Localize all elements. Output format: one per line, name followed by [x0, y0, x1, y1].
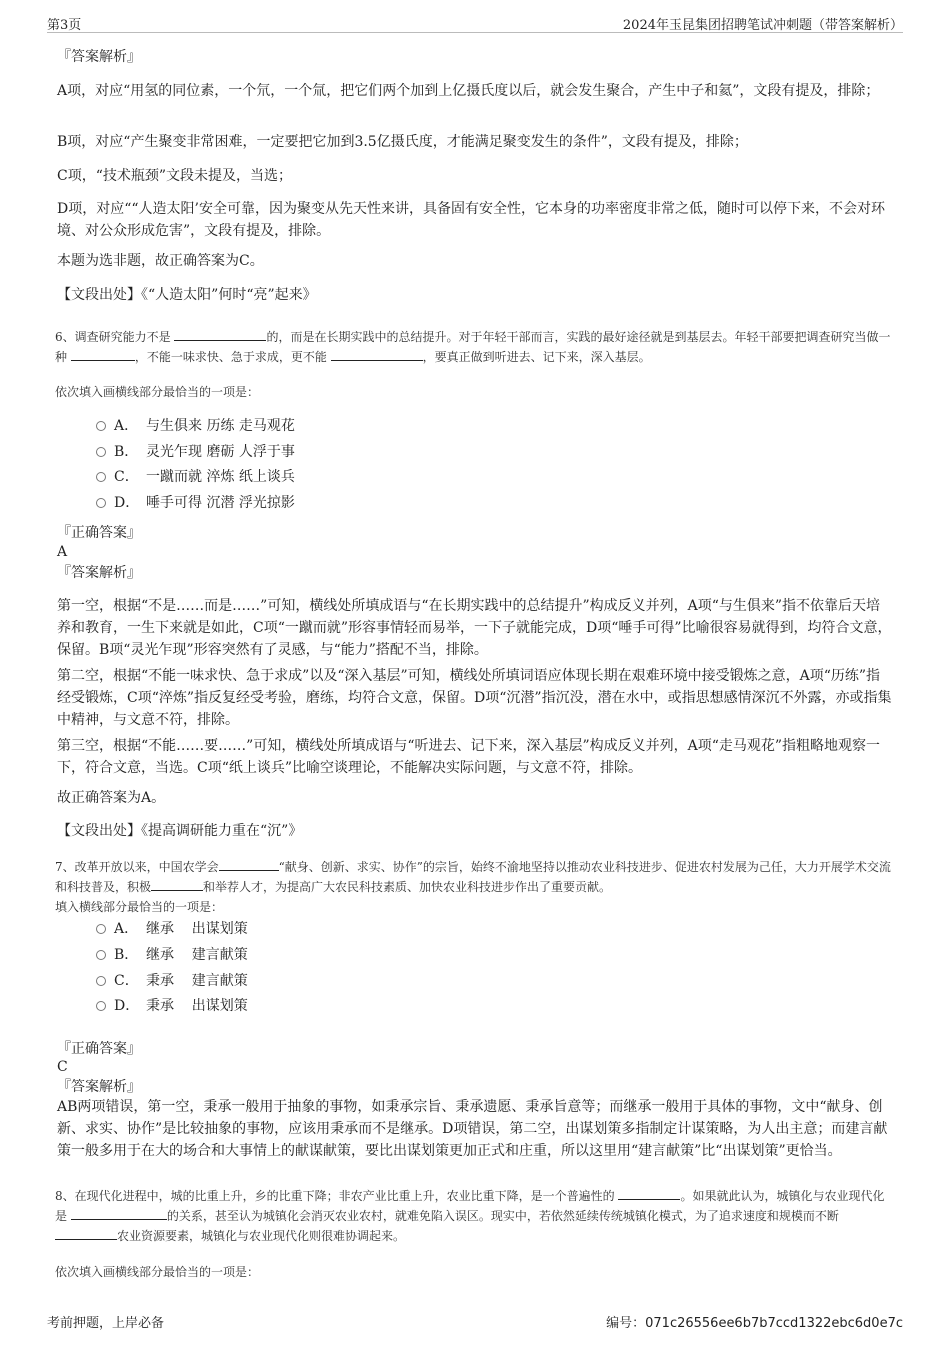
radio-icon[interactable] [96, 924, 106, 934]
document-code: 编号：071c26556ee6b7b7ccd1322ebc6d0e7c [606, 1316, 903, 1331]
q6-source: 【文段出处】《提高调研能力重在“沉”》 [57, 823, 303, 839]
q6-option-a[interactable]: A． 与生俱来 历练 走马观花 [96, 416, 295, 436]
radio-icon[interactable] [96, 976, 106, 986]
blank [331, 347, 423, 361]
q7-analysis-heading: 『答案解析』 [57, 1079, 141, 1095]
q7-analysis: AB两项错误，第一空，秉承一般用于抽象的事物，如秉承宗旨、秉承遗愿、秉承旨意等；而继承一般用于具体的事物，文中“献身、创新、求实、协作”是比较抽象的事物，应该用秉承而不是继承。D项错误，第二空，出谋划策多指制定计谋策略，为人出主意；而建言献策一般多用于在大的场合和大事情上的献谋献策，要比出谋划策更加正式和庄重，所以这里用“建言献策”比“出谋划策”更恰当。 [57, 1099, 888, 1159]
q6-stem: 6、调查研究能力不是 的，而是在长期实践中的总结提升。对于年轻干部而言，实践的最好途径就是到基层去。年轻干部要把调查研究当做一种 ，不能一味求快、急于求成，更不能 ，要真正做到听进去、记下来，深入基层。 [55, 327, 895, 367]
q6-analysis-3: 第三空，根据“不能……要……”可知，横线处所填成语与“听进去、记下来，深入基层”构成反义并列，A项“走马观花”指粗略地观察一下，符合文意，当选。C项“纸上谈兵”比喻空谈理论，不能解决实际问题，与文意不符，排除。 [57, 738, 881, 776]
q8-stem: 8、在现代化进程中，城的比重上升，乡的比重下降；非农产业比重上升，农业比重下降，是一个普遍性的 。如果就此认为，城镇化与农业现代化是 的关系，甚至认为城镇化会消灭农业农村，就难免陷入误区。现实中，若依然延续传统城镇化模式，为了追求速度和规模而不断 农业资源要素，城镇化与农业现代化则很难协调起来。 [55, 1186, 895, 1246]
q6-conclusion: 故正确答案为A。 [57, 790, 166, 806]
q7-option-b[interactable]: B． 继承 建言献策 [96, 945, 248, 965]
q6-analysis-heading: 『答案解析』 [57, 565, 141, 581]
page-number: 第3页 [47, 18, 82, 33]
prev-analysis-a: A项，对应“用氢的同位素，一个氘，一个氚，把它们两个加到上亿摄氏度以后，就会发生聚合，产生中子和氦”，文段有提及，排除； [57, 83, 880, 99]
q7-stem: 7、改革开放以来，中国农学会 “献身、创新、求实、协作”的宗旨，始终不渝地坚持以推动农业科技进步、促进农村发展为己任，大力开展学术交流和科技普及，积极 和举荐人才，为提高广大农民科技素质、加快农业科技进步作出了重要贡献。 [55, 857, 895, 897]
q6-answer: A [57, 544, 68, 560]
blank [219, 857, 279, 871]
q6-option-c[interactable]: C． 一蹴而就 淬炼 纸上谈兵 [96, 467, 295, 487]
q7-option-a[interactable]: A． 继承 出谋划策 [96, 919, 248, 939]
q6-option-b[interactable]: B． 灵光乍现 磨砺 人浮于事 [96, 442, 295, 462]
radio-icon[interactable] [96, 421, 106, 431]
document-title: 2024年玉昆集团招聘笔试冲刺题（带答案解析） [622, 18, 903, 33]
q7-option-c[interactable]: C． 秉承 建言献策 [96, 971, 248, 991]
radio-icon[interactable] [96, 1001, 106, 1011]
q7-answer-heading: 『正确答案』 [57, 1041, 141, 1057]
prev-source: 【文段出处】《“人造太阳”何时“亮”起来》 [57, 287, 317, 303]
page-header [47, 12, 903, 33]
radio-icon[interactable] [96, 447, 106, 457]
q8-prompt: 依次填入画横线部分最恰当的一项是： [55, 1265, 260, 1279]
blank [71, 347, 135, 361]
blank [618, 1186, 680, 1200]
q6-option-d[interactable]: D． 唾手可得 沉潜 浮光掠影 [96, 493, 295, 513]
prev-analysis-b: B项，对应“产生聚变非常困难，一定要把它加到3.5亿摄氏度，才能满足聚变发生的条件”，文段有提及，排除； [57, 134, 748, 150]
q6-analysis-2: 第二空，根据“不能一味求快、急于求成”以及“深入基层”可知，横线处所填词语应体现长期在艰难环境中接受锻炼之意，A项“历练”指经受锻炼，C项“淬炼”指反复经受考验，磨练，均符合文意，保留。D项“沉潜”指沉没，潜在水中，或指思想感情深沉不外露，亦或指集中精神，与文意不符，排除。 [57, 668, 892, 728]
q7-prompt: 填入横线部分最恰当的一项是： [55, 900, 224, 914]
prev-analysis-d: D项，对应““人造太阳’安全可靠，因为聚变从先天性来讲，具备固有安全性，它本身的功率密度非常之低，随时可以停下来，不会对环境、对公众形成危害”，文段有提及，排除。 [57, 201, 885, 239]
q6-analysis-1: 第一空，根据“不是……而是……”可知，横线处所填成语与“在长期实践中的总结提升”构成反义并列，A项“与生俱来”指不依靠后天培养和教育，一生下来就是如此，C项“一蹴而就”形容事情轻而易举，一下子就能完成，D项“唾手可得”比喻很容易就得到，均符合文意，保留。B项“灵光乍现”形容突然有了灵感，与“能力”搭配不当，排除。 [57, 598, 892, 658]
blank [151, 877, 203, 891]
q7-option-d[interactable]: D． 秉承 出谋划策 [96, 996, 248, 1016]
blank [55, 1226, 117, 1240]
prev-analysis-c: C项，“技术瓶颈”文段未提及，当选； [57, 168, 293, 184]
prev-conclusion: 本题为选非题，故正确答案为C。 [57, 253, 264, 269]
radio-icon[interactable] [96, 472, 106, 482]
radio-icon[interactable] [96, 498, 106, 508]
blank [71, 1206, 167, 1220]
q6-answer-heading: 『正确答案』 [57, 525, 141, 541]
q7-answer: C [57, 1059, 68, 1075]
footer-slogan: 考前押题，上岸必备 [47, 1316, 165, 1331]
blank [174, 327, 266, 341]
q6-prompt: 依次填入画横线部分最恰当的一项是： [55, 385, 260, 399]
prev-analysis-heading: 『答案解析』 [57, 49, 141, 65]
radio-icon[interactable] [96, 950, 106, 960]
